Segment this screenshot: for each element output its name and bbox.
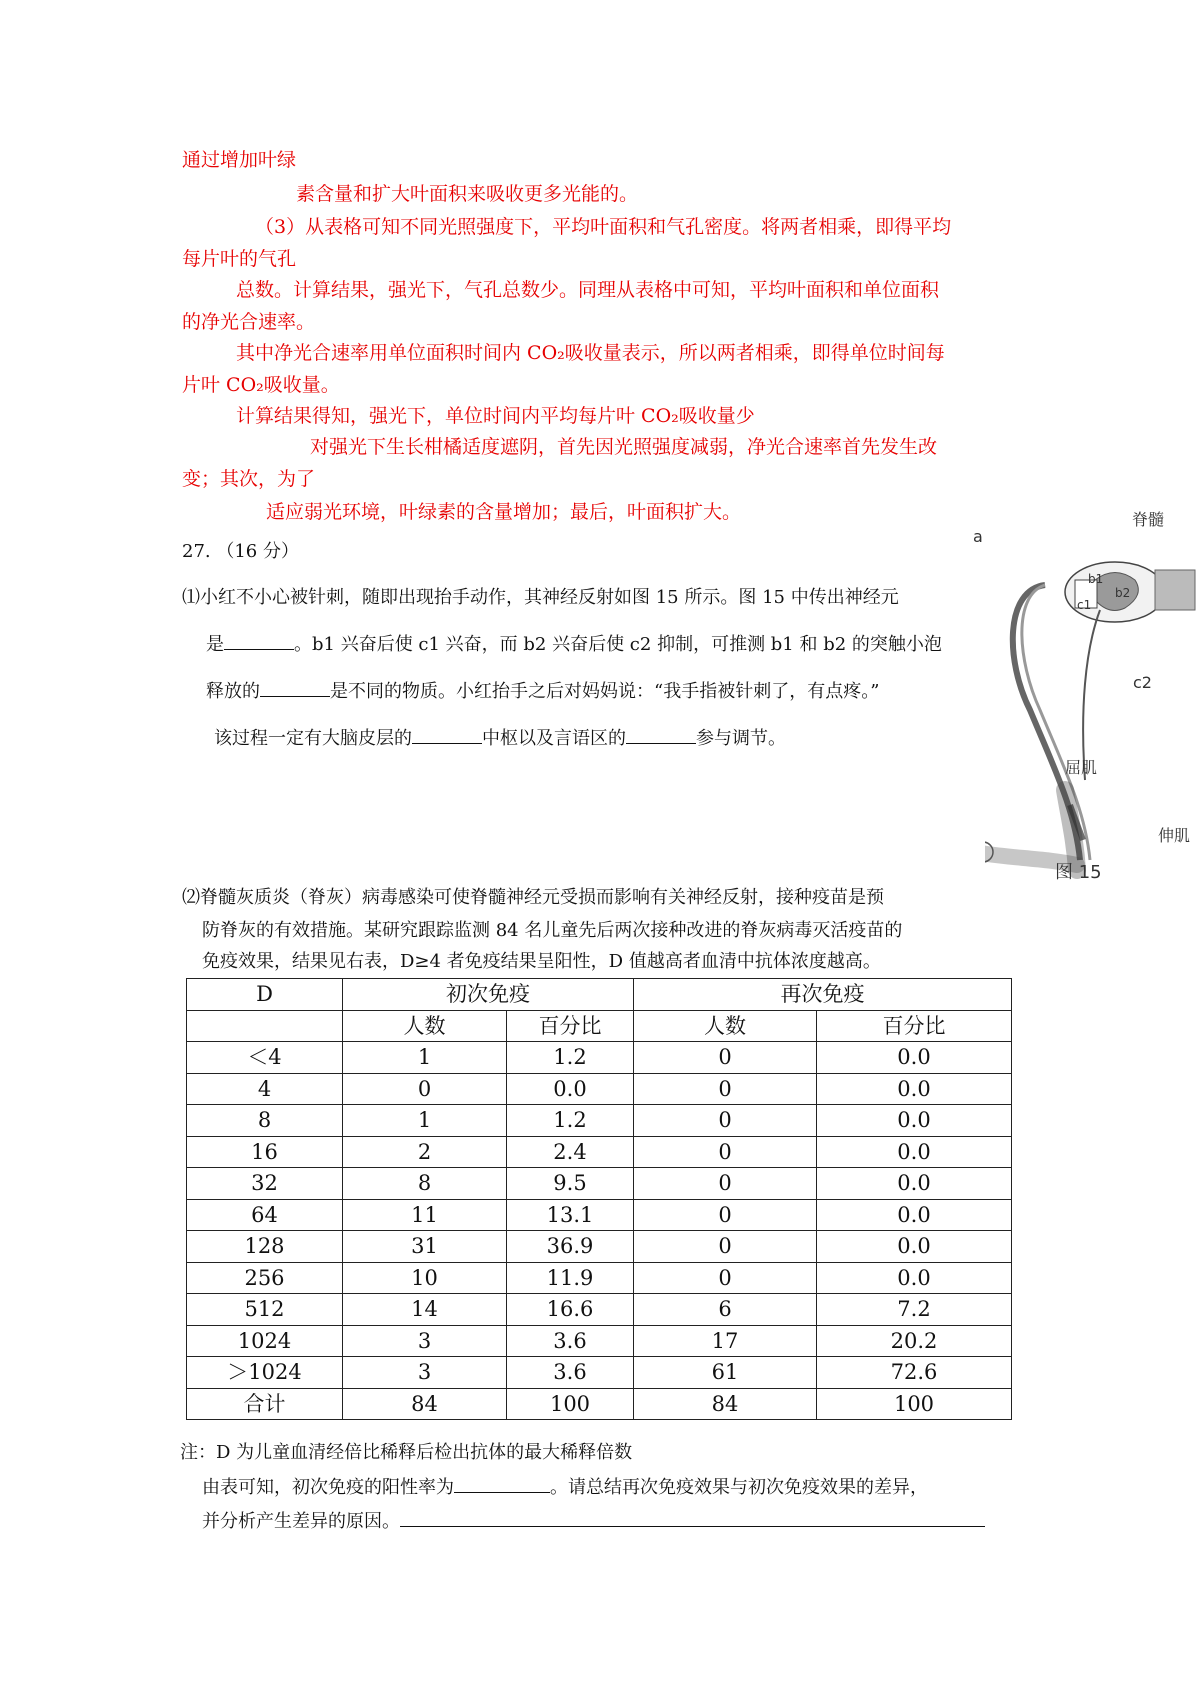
- label-c1: c1: [1077, 598, 1092, 612]
- table-cell: 3: [343, 1325, 507, 1357]
- answer-line: 通过增加叶绿: [182, 149, 297, 171]
- header-first-immunization: 初次免疫: [343, 979, 634, 1011]
- answer-blank[interactable]: [412, 725, 482, 744]
- table-cell: 3.6: [507, 1357, 634, 1389]
- table-cell: 1.2: [507, 1105, 634, 1137]
- answer-blank[interactable]: [400, 1508, 985, 1527]
- answer-blank[interactable]: [626, 725, 696, 744]
- table-cell: 0.0: [817, 1073, 1012, 1105]
- table-cell: 1024: [187, 1325, 343, 1357]
- answer-line: 每片叶的气孔: [182, 248, 297, 270]
- table-cell: 2.4: [507, 1136, 634, 1168]
- table-cell: ＜4: [187, 1042, 343, 1074]
- table-cell: 61: [634, 1357, 817, 1389]
- table-cell: 100: [817, 1388, 1012, 1420]
- answer-line: 总数。计算结果，强光下，气孔总数少。同理从表格中可知，平均叶面积和单位面积: [236, 279, 940, 301]
- table-cell: 16.6: [507, 1294, 634, 1326]
- table-cell: 0: [634, 1042, 817, 1074]
- reflex-arc-figure: [973, 510, 1200, 883]
- table-cell: 0.0: [817, 1168, 1012, 1200]
- label-flexor: 屈肌: [1065, 758, 1098, 777]
- text-fragment: 参与调节。: [696, 728, 786, 749]
- text-fragment: 。请总结再次免疫效果与初次免疫效果的差异，: [550, 1477, 928, 1498]
- table-cell: 0.0: [817, 1105, 1012, 1137]
- table-cell: 17: [634, 1325, 817, 1357]
- table-cell: 11.9: [507, 1262, 634, 1294]
- table-row: [187, 1294, 1012, 1326]
- question-text: ⑴小红不小心被针刺，随即出现抬手动作，其神经反射如图 15 所示。图 15 中传出神经元: [182, 587, 899, 608]
- answer-line: 适应弱光环境，叶绿素的含量增加；最后，叶面积扩大。: [266, 501, 742, 523]
- question-text: 防脊灰的有效措施。某研究跟踪监测 84 名儿童先后两次接种改进的脊灰病毒灭活疫苗的: [202, 920, 903, 941]
- table-row: [187, 1105, 1012, 1137]
- table-cell: 0: [343, 1073, 507, 1105]
- table-row: [187, 1042, 1012, 1074]
- immunization-table: [186, 978, 1012, 1420]
- table-cell: 0: [634, 1105, 817, 1137]
- table-cell: 1.2: [507, 1042, 634, 1074]
- figure-caption: 图 15: [1055, 862, 1102, 883]
- label-b1: b1: [1088, 572, 1104, 586]
- table-row: [187, 1325, 1012, 1357]
- table-subheader-row: [187, 1010, 1012, 1042]
- table-cell: 2: [343, 1136, 507, 1168]
- table-header-row: [187, 979, 1012, 1011]
- text-fragment: 由表可知，初次免疫的阳性率为: [202, 1477, 454, 1498]
- header-count: 人数: [634, 1010, 817, 1042]
- table-cell: 0: [634, 1231, 817, 1263]
- answer-line: 的净光合速率。: [182, 311, 316, 333]
- label-b2: b2: [1115, 586, 1131, 600]
- answer-line: （3）从表格可知不同光照强度下，平均叶面积和气孔密度。将两者相乘，即得平均: [255, 216, 952, 238]
- table-cell: 3.6: [507, 1325, 634, 1357]
- table-cell: 31: [343, 1231, 507, 1263]
- answer-blank[interactable]: [454, 1474, 550, 1493]
- table-cell: 11: [343, 1199, 507, 1231]
- question-text: [206, 678, 879, 705]
- header-percent: 百分比: [817, 1010, 1012, 1042]
- table-cell: 0: [634, 1199, 817, 1231]
- table-cell: 32: [187, 1168, 343, 1200]
- label-extensor: 伸肌: [1158, 826, 1191, 845]
- table-cell: 256: [187, 1262, 343, 1294]
- table-cell: 10: [343, 1262, 507, 1294]
- table-row: [187, 1262, 1012, 1294]
- text-fragment: 是: [206, 634, 224, 655]
- header-empty: [187, 1010, 343, 1042]
- table-cell: 0.0: [507, 1073, 634, 1105]
- table-cell: 6: [634, 1294, 817, 1326]
- header-percent: 百分比: [507, 1010, 634, 1042]
- table-cell: 512: [187, 1294, 343, 1326]
- label-spine: 脊髓: [1132, 510, 1165, 529]
- table-cell: 20.2: [817, 1325, 1012, 1357]
- text-fragment: 中枢以及言语区的: [482, 728, 626, 749]
- table-row: [187, 1168, 1012, 1200]
- table-note: 注：D 为儿童血清经倍比稀释后检出抗体的最大稀释倍数: [180, 1442, 633, 1463]
- text-fragment: 。b1 兴奋后使 c1 兴奋，而 b2 兴奋后使 c2 抑制，可推测 b1 和 b2 的突触小泡: [294, 634, 942, 655]
- table-cell: 0: [634, 1136, 817, 1168]
- table-cell: 8: [343, 1168, 507, 1200]
- text-fragment: 释放的: [206, 681, 260, 702]
- header-count: 人数: [343, 1010, 507, 1042]
- text-fragment: 是不同的物质。小红抬手之后对妈妈说：“我手指被针刺了，有点疼。”: [330, 681, 880, 702]
- table-cell: 14: [343, 1294, 507, 1326]
- answer-line: 变；其次，为了: [182, 468, 316, 490]
- table-cell: 4: [187, 1073, 343, 1105]
- table-cell: 0.0: [817, 1136, 1012, 1168]
- header-d: D: [187, 979, 343, 1011]
- question-heading: 27. （16 分）: [182, 541, 299, 562]
- question-text: [202, 1508, 985, 1535]
- table-cell: 0: [634, 1073, 817, 1105]
- table-cell: 1: [343, 1042, 507, 1074]
- table-cell: 0.0: [817, 1262, 1012, 1294]
- question-text: 免疫效果，结果见右表，D≥4 者免疫结果呈阳性，D 值越高者血清中抗体浓度越高。: [202, 951, 881, 972]
- table-cell: ＞1024: [187, 1357, 343, 1389]
- label-c2: c2: [1133, 673, 1152, 692]
- answer-line: 对强光下生长柑橘适度遮阴，首先因光照强度减弱，净光合速率首先发生改: [310, 436, 938, 458]
- answer-blank[interactable]: [260, 678, 330, 697]
- question-text: [202, 1474, 928, 1501]
- table-cell: 0.0: [817, 1231, 1012, 1263]
- table-cell: 合计: [187, 1388, 343, 1420]
- answer-line: 计算结果得知，强光下，单位时间内平均每片叶 CO₂吸收量少: [236, 405, 755, 427]
- question-text: [214, 725, 786, 752]
- table-row: [187, 1073, 1012, 1105]
- table-cell: 16: [187, 1136, 343, 1168]
- table-row: [187, 1231, 1012, 1263]
- table-cell: 84: [634, 1388, 817, 1420]
- table-row: [187, 1388, 1012, 1420]
- table-cell: 0.0: [817, 1042, 1012, 1074]
- table-cell: 64: [187, 1199, 343, 1231]
- table-cell: 0: [634, 1168, 817, 1200]
- table-cell: 72.6: [817, 1357, 1012, 1389]
- answer-line: 素含量和扩大叶面积来吸收更多光能的。: [296, 183, 639, 205]
- table-cell: 8: [187, 1105, 343, 1137]
- answer-blank[interactable]: [224, 631, 294, 650]
- table-cell: 36.9: [507, 1231, 634, 1263]
- text-fragment: 并分析产生差异的原因。: [202, 1511, 400, 1532]
- table-row: [187, 1357, 1012, 1389]
- text-fragment: 该过程一定有大脑皮层的: [214, 728, 412, 749]
- table-cell: 128: [187, 1231, 343, 1263]
- table-cell: 0: [634, 1262, 817, 1294]
- table-cell: 84: [343, 1388, 507, 1420]
- table-cell: 1: [343, 1105, 507, 1137]
- header-second-immunization: 再次免疫: [634, 979, 1012, 1011]
- table-cell: 7.2: [817, 1294, 1012, 1326]
- table-row: [187, 1136, 1012, 1168]
- table-cell: 9.5: [507, 1168, 634, 1200]
- table-row: [187, 1199, 1012, 1231]
- table-cell: 3: [343, 1357, 507, 1389]
- question-text: [206, 631, 942, 658]
- table-cell: 13.1: [507, 1199, 634, 1231]
- label-a: a: [973, 527, 983, 546]
- table-cell: 100: [507, 1388, 634, 1420]
- table-cell: 0.0: [817, 1199, 1012, 1231]
- answer-line: 片叶 CO₂吸收量。: [182, 374, 340, 396]
- answer-line: 其中净光合速率用单位面积时间内 CO₂吸收量表示，所以两者相乘，即得单位时间每: [236, 342, 945, 364]
- question-text: ⑵脊髓灰质炎（脊灰）病毒感染可使脊髓神经元受损而影响有关神经反射，接种疫苗是预: [182, 887, 884, 908]
